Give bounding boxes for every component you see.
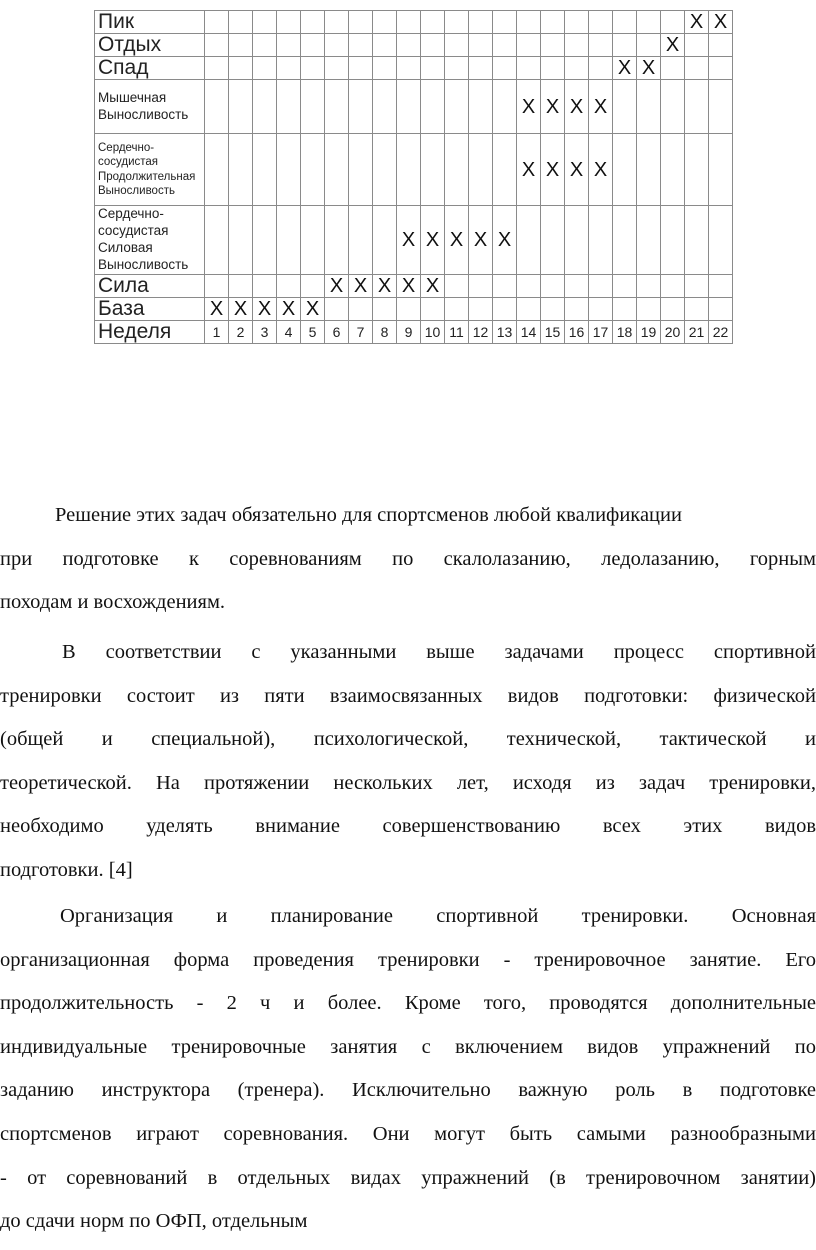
empty-cell [565,206,589,275]
empty-cell [229,80,253,134]
row-label: Сердечно-сосудистая Силовая Выносливость [95,206,205,275]
empty-cell [637,11,661,34]
week-number: 20 [661,320,685,343]
empty-cell [205,206,229,275]
empty-cell [205,80,229,134]
empty-cell [349,80,373,134]
empty-cell [661,80,685,134]
empty-cell [373,134,397,206]
x-mark: X [565,134,589,206]
empty-cell [469,57,493,80]
empty-cell [613,11,637,34]
empty-cell [325,57,349,80]
week-number: 19 [637,320,661,343]
week-number: 13 [493,320,517,343]
empty-cell [613,297,637,320]
week-number: 2 [229,320,253,343]
empty-cell [613,274,637,297]
empty-cell [373,57,397,80]
empty-cell [637,134,661,206]
empty-cell [565,57,589,80]
empty-cell [469,34,493,57]
empty-cell [253,206,277,275]
empty-cell [589,11,613,34]
x-mark: X [709,11,733,34]
x-mark: X [397,206,421,275]
empty-cell [397,34,421,57]
empty-cell [517,206,541,275]
empty-cell [469,80,493,134]
x-mark: X [637,57,661,80]
empty-cell [373,297,397,320]
week-number: 12 [469,320,493,343]
empty-cell [661,11,685,34]
week-number: 15 [541,320,565,343]
empty-cell [253,80,277,134]
empty-cell [277,80,301,134]
week-number: 22 [709,320,733,343]
empty-cell [541,57,565,80]
empty-cell [565,297,589,320]
empty-cell [541,274,565,297]
empty-cell [445,297,469,320]
empty-cell [661,206,685,275]
week-number: 18 [613,320,637,343]
empty-cell [301,206,325,275]
empty-cell [517,34,541,57]
empty-cell [229,57,253,80]
week-row [95,320,733,343]
empty-cell [493,11,517,34]
x-mark: X [421,206,445,275]
x-mark: X [589,80,613,134]
empty-cell [277,11,301,34]
week-number: 5 [301,320,325,343]
empty-cell [709,206,733,275]
empty-cell [565,274,589,297]
empty-cell [325,206,349,275]
empty-cell [613,134,637,206]
schedule-row [95,134,733,206]
empty-cell [541,206,565,275]
empty-cell [637,80,661,134]
x-mark: X [205,297,229,320]
week-number: 11 [445,320,469,343]
empty-cell [469,274,493,297]
empty-cell [445,11,469,34]
empty-cell [517,274,541,297]
empty-cell [205,134,229,206]
schedule-row [95,34,733,57]
empty-cell [709,34,733,57]
empty-cell [517,297,541,320]
row-label: Сила [95,274,205,297]
training-schedule-table [94,10,733,344]
paragraph-2: В соответствии с указанными выше задачами процесс спортивной тренировки состоит из пяти взаимосвязанных видов подготовки: физической (общей и специальной), психологической, технической, тактической и теоретической. На протяжении нескольких лет, исходя из задач тренировки, необходимо уделять внимание совершенствованию всех этих видов подготовки. [4] [0,641,816,881]
empty-cell [613,80,637,134]
empty-cell [421,34,445,57]
empty-cell [421,134,445,206]
empty-cell [661,57,685,80]
week-number: 4 [277,320,301,343]
x-mark: X [493,206,517,275]
x-mark: X [517,134,541,206]
empty-cell [397,134,421,206]
empty-cell [469,134,493,206]
x-mark: X [229,297,253,320]
x-mark: X [541,80,565,134]
empty-cell [301,274,325,297]
empty-cell [445,80,469,134]
empty-cell [637,206,661,275]
empty-cell [349,134,373,206]
schedule-row [95,274,733,297]
x-mark: X [517,80,541,134]
empty-cell [397,297,421,320]
empty-cell [229,134,253,206]
empty-cell [661,297,685,320]
x-mark: X [661,34,685,57]
empty-cell [325,34,349,57]
x-mark: X [373,274,397,297]
empty-cell [661,274,685,297]
x-mark: X [301,297,325,320]
week-label: Неделя [95,320,205,343]
empty-cell [541,11,565,34]
x-mark: X [613,57,637,80]
empty-cell [685,206,709,275]
empty-cell [493,57,517,80]
empty-cell [301,57,325,80]
empty-cell [301,34,325,57]
empty-cell [685,274,709,297]
empty-cell [253,57,277,80]
empty-cell [397,57,421,80]
schedule-row [95,11,733,34]
empty-cell [397,80,421,134]
empty-cell [637,297,661,320]
empty-cell [277,34,301,57]
empty-cell [589,34,613,57]
empty-cell [685,297,709,320]
empty-cell [373,34,397,57]
empty-cell [373,11,397,34]
schedule-row [95,57,733,80]
week-number: 8 [373,320,397,343]
empty-cell [445,134,469,206]
paragraph-1: Решение этих задач обязательно для спортсменов любой квалификации при подготовке к соревнованиям по скалолазанию, ледолазанию, горным походам и восхождениям. [0,504,816,614]
empty-cell [349,11,373,34]
empty-cell [637,34,661,57]
x-mark: X [253,297,277,320]
schedule-row [95,297,733,320]
empty-cell [589,274,613,297]
empty-cell [277,57,301,80]
empty-cell [613,206,637,275]
empty-cell [205,274,229,297]
x-mark: X [565,80,589,134]
empty-cell [709,134,733,206]
week-number: 14 [517,320,541,343]
empty-cell [349,297,373,320]
empty-cell [229,274,253,297]
week-number: 21 [685,320,709,343]
row-label: Сердечно-сосудистая Продолжительная Выносливость [95,134,205,206]
x-mark: X [325,274,349,297]
x-mark: X [397,274,421,297]
week-number: 16 [565,320,589,343]
empty-cell [685,34,709,57]
x-mark: X [277,297,301,320]
empty-cell [493,274,517,297]
empty-cell [205,34,229,57]
empty-cell [517,57,541,80]
empty-cell [709,80,733,134]
empty-cell [565,11,589,34]
empty-cell [421,57,445,80]
week-number: 9 [397,320,421,343]
empty-cell [493,134,517,206]
empty-cell [445,57,469,80]
empty-cell [301,80,325,134]
x-mark: X [685,11,709,34]
week-number: 3 [253,320,277,343]
week-number: 10 [421,320,445,343]
empty-cell [205,57,229,80]
week-number: 17 [589,320,613,343]
empty-cell [349,206,373,275]
row-label: Спад [95,57,205,80]
empty-cell [709,57,733,80]
x-mark: X [349,274,373,297]
week-number: 1 [205,320,229,343]
empty-cell [589,297,613,320]
row-label: База [95,297,205,320]
empty-cell [661,134,685,206]
x-mark: X [421,274,445,297]
empty-cell [469,297,493,320]
empty-cell [637,274,661,297]
empty-cell [685,134,709,206]
empty-cell [277,206,301,275]
empty-cell [229,34,253,57]
empty-cell [421,80,445,134]
empty-cell [709,297,733,320]
empty-cell [277,134,301,206]
empty-cell [421,297,445,320]
empty-cell [589,206,613,275]
empty-cell [493,34,517,57]
empty-cell [565,34,589,57]
empty-cell [445,274,469,297]
empty-cell [253,11,277,34]
x-mark: X [541,134,565,206]
empty-cell [301,11,325,34]
empty-cell [277,274,301,297]
empty-cell [253,34,277,57]
empty-cell [253,274,277,297]
week-number: 7 [349,320,373,343]
row-label: Мышечная Выносливость [95,80,205,134]
week-number: 6 [325,320,349,343]
paragraph-3: Организация и планирование спортивной тренировки. Основная организационная форма проведения тренировки - тренировочное занятие. Его продолжительность - 2 ч и более. Кроме того, проводятся дополнительные индивидуальные тренировочные занятия с включением видов упражнений по заданию инструктора (тренера). Исключительно важную роль в подготовке спортсменов играют соревнования. Они могут быть самыми разнообразными - от соревнований в отдельных видах упражнений (в тренировочном занятии) до сдачи норм по ОФП, отдельным [0,905,816,1233]
x-mark: X [469,206,493,275]
x-mark: X [445,206,469,275]
empty-cell [541,297,565,320]
empty-cell [493,80,517,134]
row-label: Отдых [95,34,205,57]
empty-cell [349,57,373,80]
empty-cell [541,34,565,57]
empty-cell [685,80,709,134]
empty-cell [301,134,325,206]
empty-cell [685,57,709,80]
empty-cell [325,80,349,134]
empty-cell [229,11,253,34]
empty-cell [373,206,397,275]
x-mark: X [589,134,613,206]
empty-cell [205,11,229,34]
empty-cell [325,11,349,34]
empty-cell [373,80,397,134]
row-label: Пик [95,11,205,34]
empty-cell [421,11,445,34]
empty-cell [349,34,373,57]
empty-cell [325,297,349,320]
empty-cell [397,11,421,34]
empty-cell [517,11,541,34]
empty-cell [229,206,253,275]
empty-cell [589,57,613,80]
empty-cell [445,34,469,57]
empty-cell [325,134,349,206]
empty-cell [253,134,277,206]
empty-cell [493,297,517,320]
schedule-row [95,80,733,134]
empty-cell [469,11,493,34]
schedule-row [95,206,733,275]
empty-cell [613,34,637,57]
empty-cell [709,274,733,297]
